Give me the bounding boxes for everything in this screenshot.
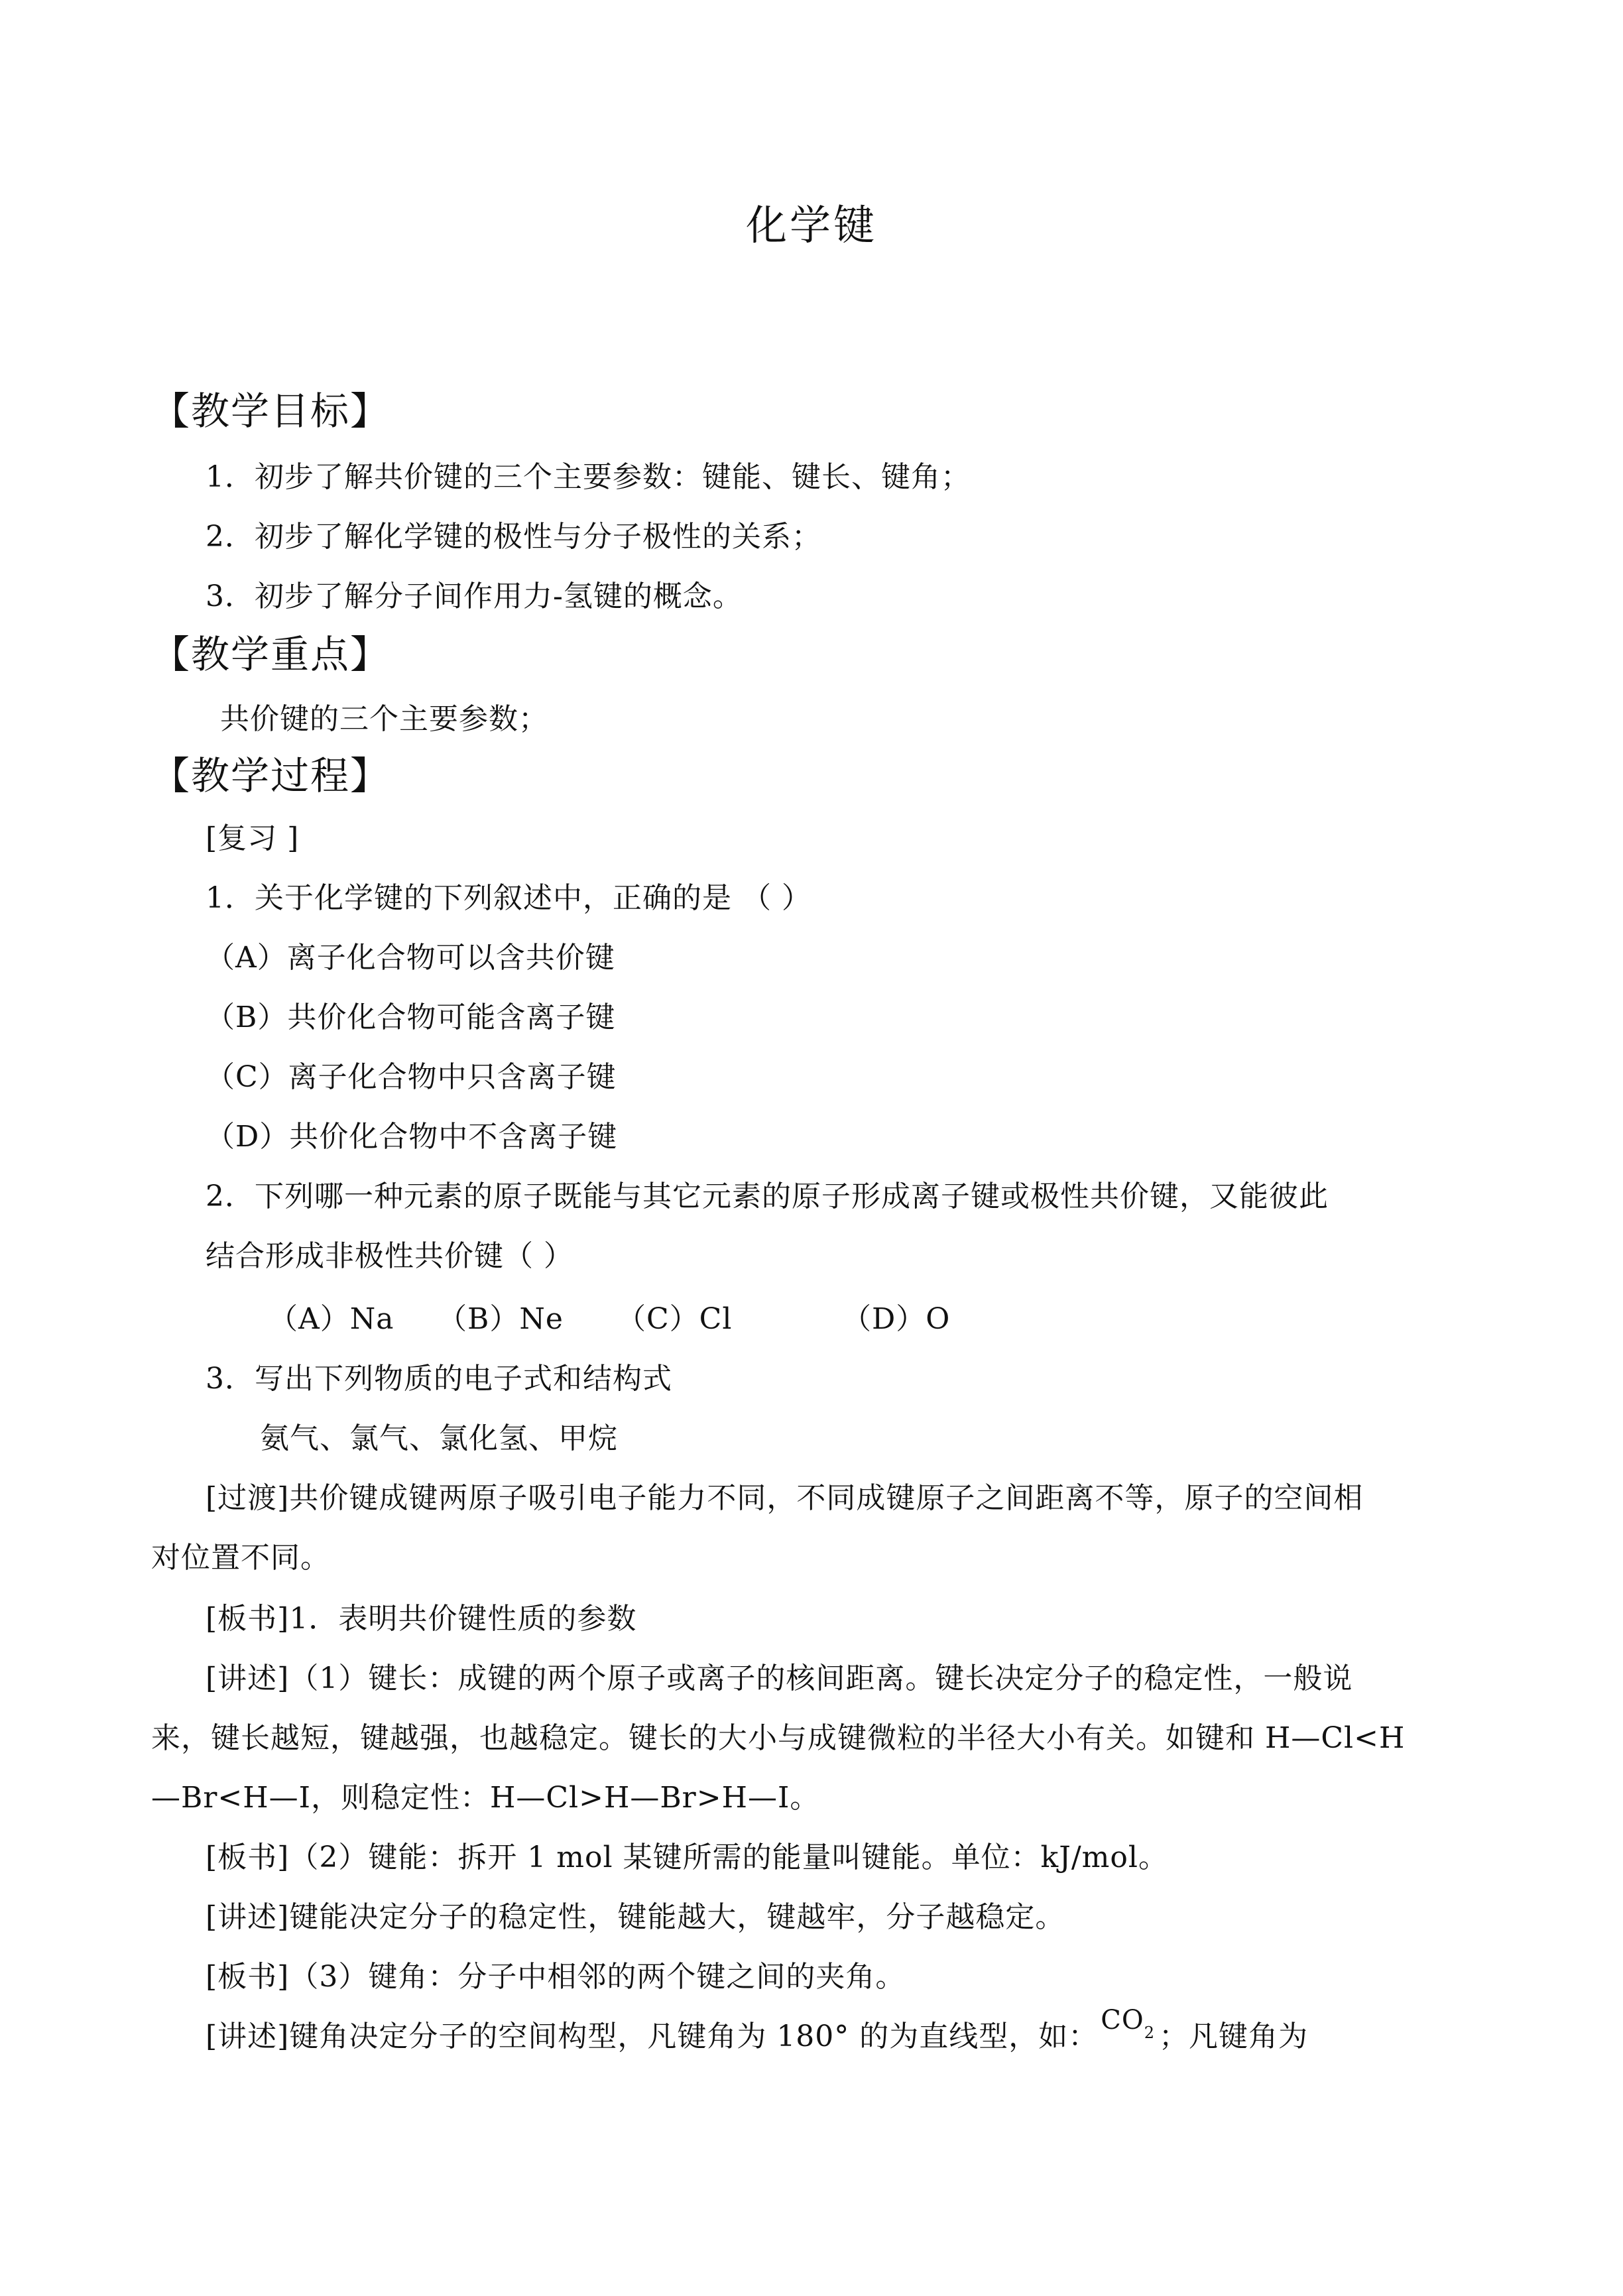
question-1: 1．关于化学键的下列叙述中，正确的是 （ ） [206,881,812,915]
objective-item-1: 1．初步了解共价键的三个主要参数：键能、键长、键角； [206,460,971,494]
board-note-3: [板书]（3）键角：分子中相邻的两个键之间的夹角。 [206,1960,906,1994]
question-1-option-a: （A）离子化合物可以含共价键 [206,941,615,975]
lecture-3-text-after: ；凡键角为 [1158,2020,1308,2053]
question-2-line-2: 结合形成非极性共价键（ ） [206,1239,573,1273]
lecture-1-line-1: [讲述]（1）键长：成键的两个原子或离子的核间距离。键长决定分子的稳定性，一般说 [206,1662,1353,1695]
objective-item-3: 3．初步了解分子间作用力-氢键的概念。 [206,579,743,613]
question-3-items: 氨气、氯气、氯化氢、甲烷 [260,1421,618,1455]
co2-formula-subscript: 2 [1144,2024,1155,2042]
question-1-option-c: （C）离子化合物中只含离子键 [206,1060,617,1094]
question-2-option-c: （C）Cl [617,1302,733,1336]
board-note-1: [板书]1．表明共价键性质的参数 [206,1602,637,1636]
process-heading: 【教学过程】 [151,753,391,798]
transition-line-1: [过渡]共价键成键两原子吸引电子能力不同，不同成键原子之间距离不等，原子的空间相 [206,1481,1364,1515]
page-title: 化学键 [745,201,877,249]
lecture-2: [讲述]键能决定分子的稳定性，键能越大，键越牢，分子越稳定。 [206,1900,1065,1934]
lecture-1-line-2: 来，键长越短，键越强，也越稳定。键长的大小与成键微粒的半径大小有关。如键和 H—Cl<H [151,1721,1406,1755]
key-points-text: 共价键的三个主要参数； [220,702,548,736]
objective-item-2: 2．初步了解化学键的极性与分子极性的关系； [206,520,821,554]
objectives-heading: 【教学目标】 [151,389,391,434]
lecture-3-text-before: [讲述]键角决定分子的空间构型，凡键角为 180° 的为直线型，如： [206,2020,1099,2053]
question-2-line-1: 2．下列哪一种元素的原子既能与其它元素的原子形成离子键或极性共价键，又能彼此 [206,1179,1329,1213]
question-2-option-b: （B）Ne [438,1302,564,1336]
key-points-heading: 【教学重点】 [151,632,391,677]
lecture-3 [206,2005,1308,2070]
question-2-option-a: （A）Na [269,1302,394,1336]
transition-line-2: 对位置不同。 [151,1541,330,1575]
board-note-2: [板书]（2）键能：拆开 1 mol 某键所需的能量叫键能。单位：kJ/mol。 [206,1841,1168,1874]
question-1-option-b: （B）共价化合物可能含离子键 [206,1000,616,1034]
co2-formula [1101,2000,1155,2053]
question-1-option-d: （D）共价化合物中不含离子键 [206,1120,618,1154]
lecture-1-line-3: —Br<H—I，则稳定性：H—Cl>H—Br>H—I。 [151,1781,820,1815]
question-3: 3．写出下列物质的电子式和结构式 [206,1362,672,1396]
review-label: [复习 ] [206,821,300,855]
question-2-option-d: （D）O [842,1302,951,1336]
co2-formula-main: CO [1101,2005,1144,2035]
